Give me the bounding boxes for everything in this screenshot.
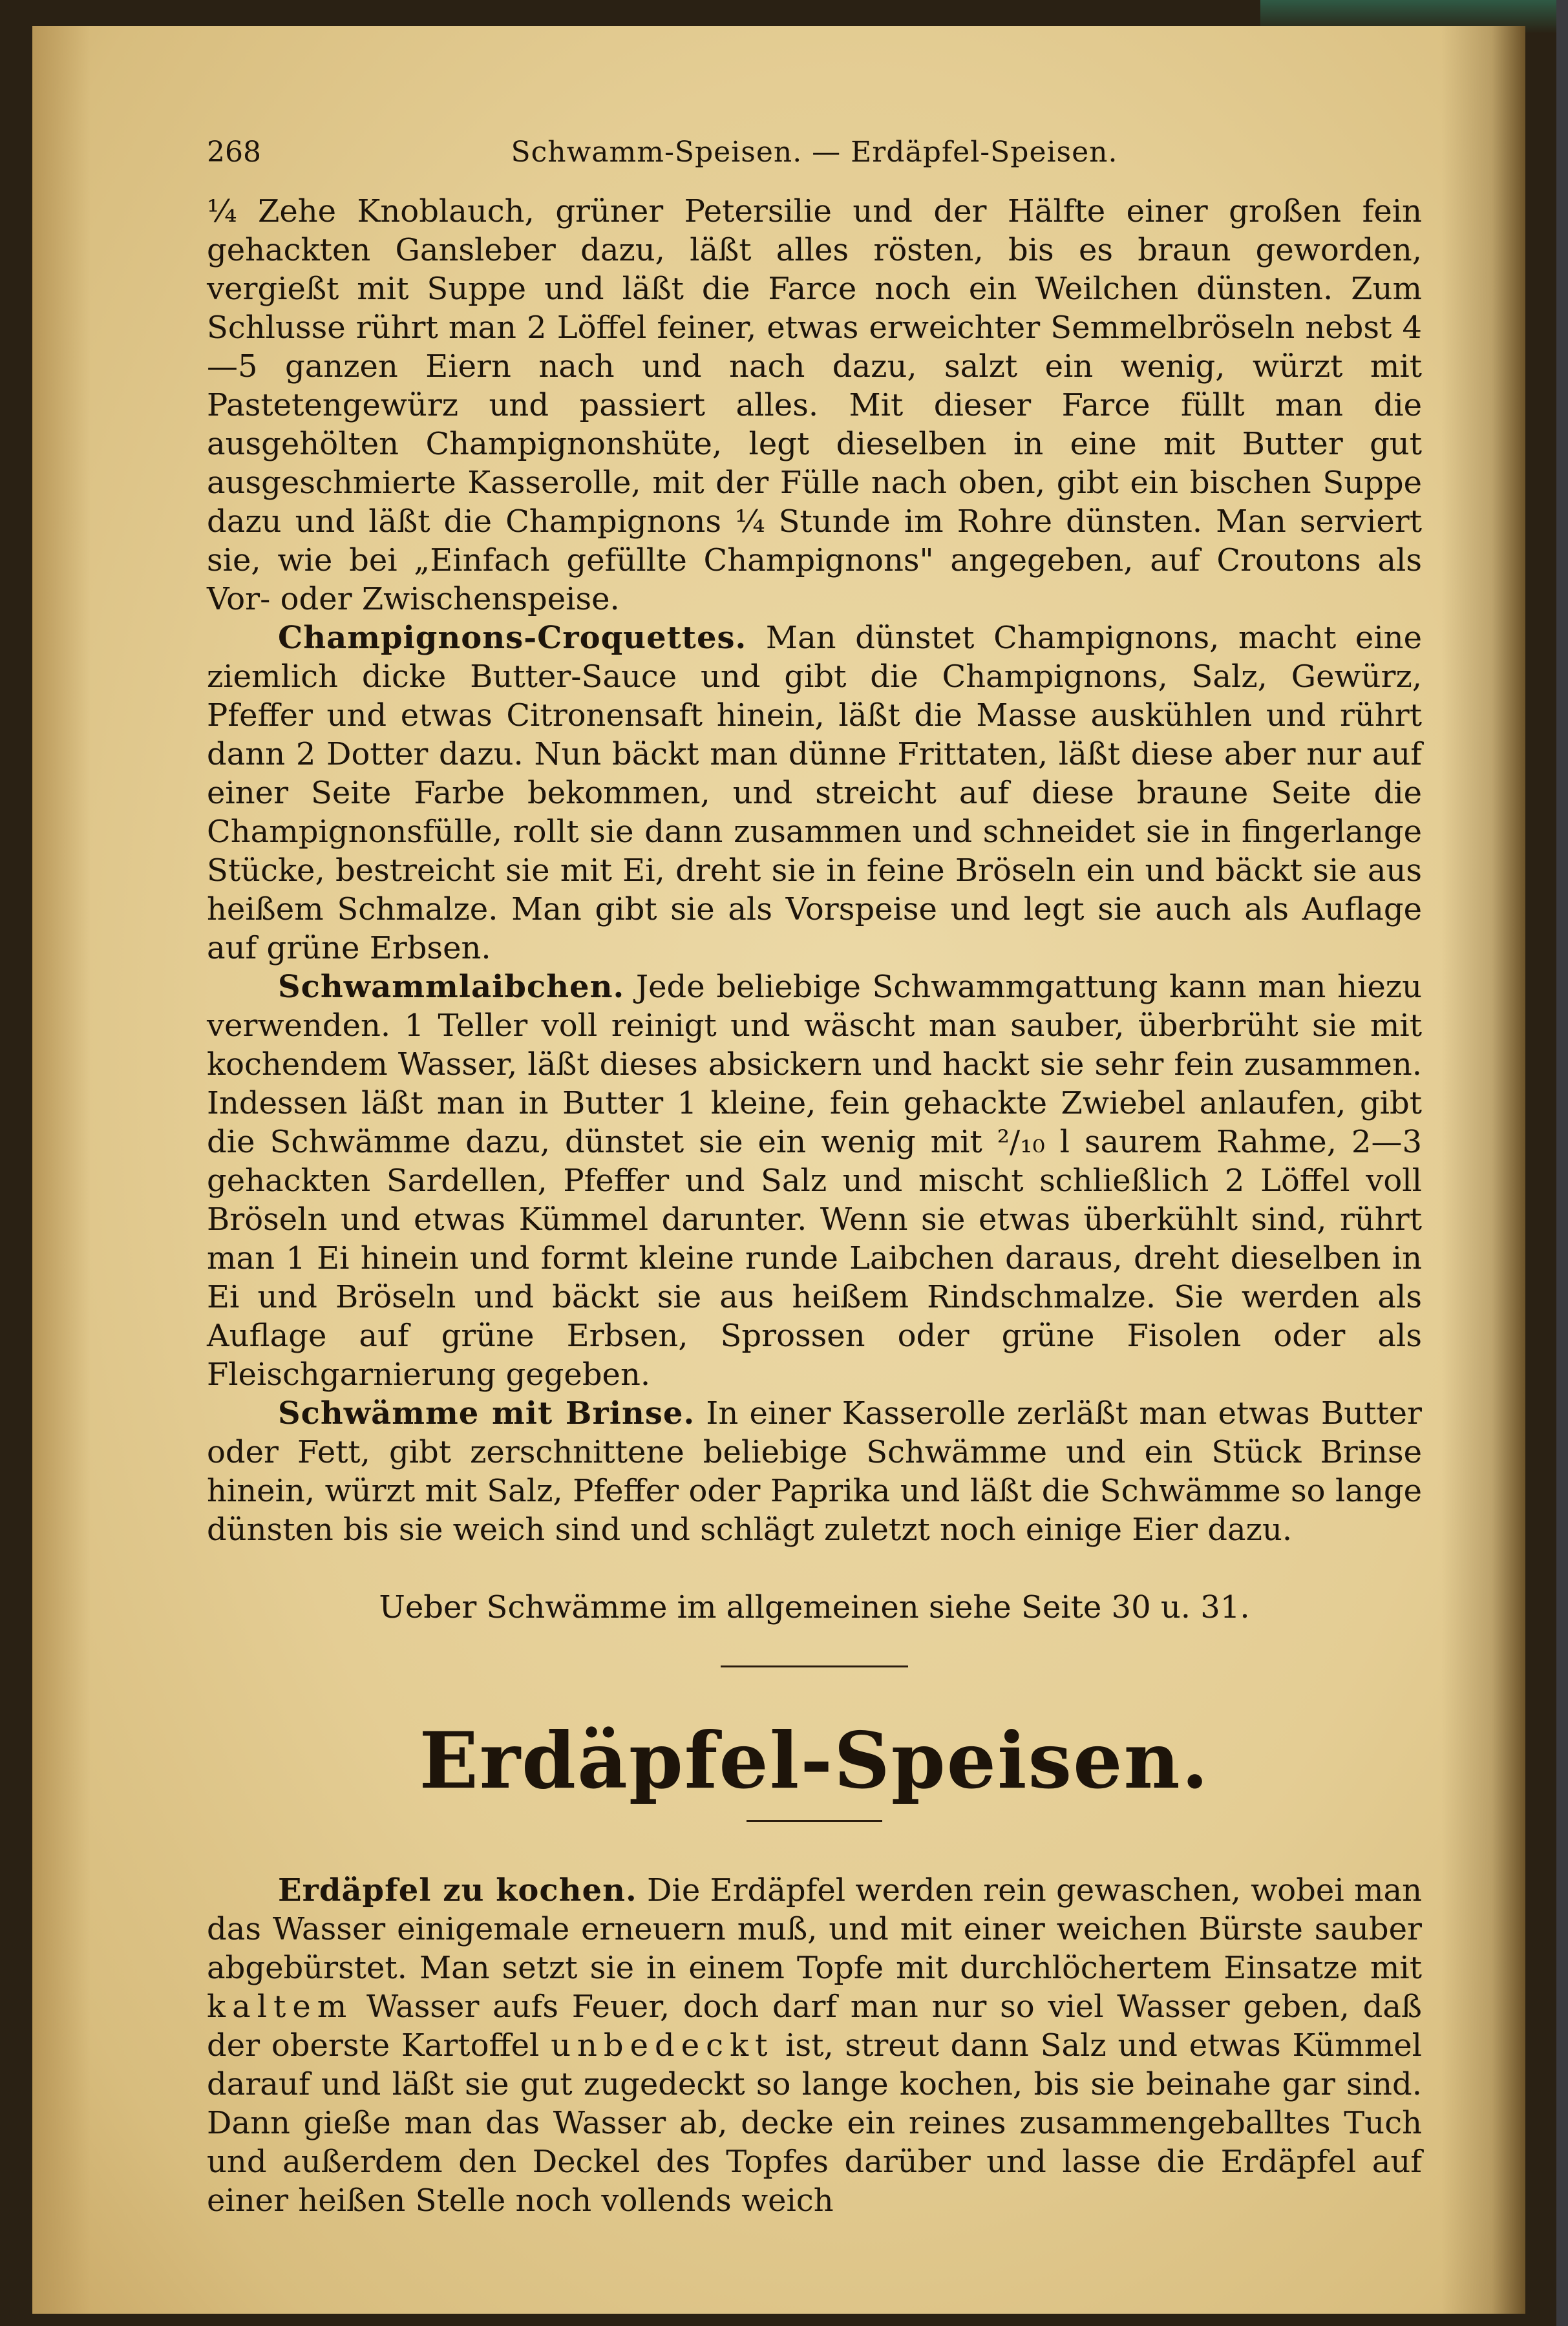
- recipe-schwammlaibchen: [207, 967, 1422, 1394]
- recipe-heading: Erdäpfel zu kochen.: [278, 1872, 637, 1908]
- recipe-heading: Schwämme mit Brinse.: [278, 1395, 695, 1432]
- recipe-champignons-croquettes: [207, 619, 1422, 967]
- paragraph-continued: [207, 192, 1422, 619]
- recipe-schwaemme-mit-brinse: [207, 1394, 1422, 1549]
- book-binding: [1556, 0, 1568, 2326]
- page-number: 268: [207, 136, 261, 169]
- page-content: [207, 136, 1422, 2220]
- recipe-text: Die Erdäpfel werden rein gewaschen, wobei man das Wasser einigemale erneuern muß, und mit einer weichen Bürste sauber abgebürstet. Man setzt sie in einem Topfe mit durchlöchertem Einsatze mit: [207, 1872, 1422, 1986]
- recipe-erdaepfel-zu-kochen: [207, 1871, 1422, 2220]
- emphasis-text: kaltem: [207, 1989, 354, 2025]
- page-edge-shadow-left: [32, 26, 90, 2314]
- spacer: [207, 1822, 1422, 1871]
- recipe-text: Man dünstet Champignons, macht eine ziemlich dicke Butter-Sauce und gibt die Champignons, Salz, Gewürz, Pfeffer und etwas Citronensaft hinein, läßt die Masse auskühlen und rührt dann 2 Dotter dazu. Nun bäckt man dünne Frittaten, läßt diese aber nur auf einer Seite Farbe bekommen, und streicht auf diese braune Seite die Champignonsfülle, rollt sie dann zusammen und schneidet sie in fingerlange Stücke, bestreicht sie mit Ei, dreht sie in feine Bröseln ein und bäckt sie aus heißem Schmalze. Man gibt sie als Vorspeise und legt sie auch als Auflage auf grüne Erbsen.: [207, 620, 1422, 966]
- paragraph-text: ¼ Zehe Knoblauch, grüner Petersilie und der Hälfte einer großen fein gehackten Gansleber dazu, läßt alles rösten, bis es braun geworden, vergießt mit Suppe und läßt die Farce noch ein Weilchen dünsten. Zum Schlusse rührt man 2 Löffel feiner, etwas erweichter Semmelbröseln nebst 4—5 ganzen Eiern nach und nach dazu, salzt ein wenig, würzt mit Pastetengewürz und passiert alles. Mit dieser Farce füllt man die ausgehölten Champignonshüte, legt dieselben in eine mit Butter gut ausgeschmierte Kasserolle, mit der Fülle nach oben, gibt ein bischen Suppe dazu und läßt die Champignons ¼ Stunde im Rohre dünsten. Man serviert sie, wie bei „Einfach gefüllte Champignons" angegeben, auf Croutons als Vor- oder Zwischenspeise.: [207, 193, 1422, 617]
- recipe-heading: Champignons-Croquettes.: [278, 620, 747, 656]
- section-title: Erdäpfel-Speisen.: [419, 1715, 1210, 1806]
- running-head: Schwamm-Speisen. — Erdäpfel-Speisen.: [511, 136, 1118, 169]
- page-edge-shadow-right: [1441, 26, 1525, 2314]
- recipe-text: Jede beliebige Schwammgattung kann man hiezu verwenden. 1 Teller voll reinigt und wäscht man sauber, überbrüht sie mit kochendem Wasser, läßt dieses absickern und hackt sie sehr fein zusammen. Indessen läßt man in Butter 1 kleine, fein gehackte Zwiebel anlaufen, gibt die Schwämme dazu, dünstet sie ein wenig mit ²/₁₀ l saurem Rahme, 2—3 gehackten Sardellen, Pfeffer und Salz und mischt schließlich 2 Löffel voll Bröseln und etwas Kümmel darunter. Wenn sie etwas überkühlt sind, rührt man 1 Ei hinein und formt kleine runde Laibchen daraus, dreht dieselben in Ei und Bröseln und bäckt sie aus heißem Rindschmalze. Sie werden als Auflage auf grüne Erbsen, Sprossen oder grüne Fisolen oder als Fleischgarnierung gegeben.: [207, 969, 1422, 1393]
- recipe-text: ist, streut dann Salz und etwas Kümmel darauf und läßt sie gut zugedeckt so lange kochen, bis sie beinahe gar sind. Dann gieße man das Wasser ab, decke ein reines zusammengeballtes Tuch und außerdem den Deckel des Topfes darüber und lasse die Erdäpfel auf einer heißen Stelle noch vollends weich: [207, 2027, 1423, 2219]
- recipe-heading: Schwammlaibchen.: [278, 969, 625, 1005]
- recipe-text: In einer Kasserolle zerläßt man etwas Butter oder Fett, gibt zerschnittene beliebige Schwämme und ein Stück Brinse hinein, würzt mit Salz, Pfeffer oder Paprika und läßt die Schwämme so lange dünsten bis sie weich sind und schlägt zuletzt noch einige Eier dazu.: [207, 1395, 1422, 1548]
- page-header: [207, 136, 1422, 169]
- recipe-text: Wasser aufs Feuer, doch darf man nur so viel Wasser geben, daß der oberste Kartoffel: [207, 1989, 1422, 2064]
- emphasis-text: unbedeckt: [551, 2027, 774, 2064]
- cross-reference-note: Ueber Schwämme im allgemeinen siehe Seite 30 u. 31.: [379, 1589, 1250, 1625]
- divider-rule-top: [721, 1665, 908, 1667]
